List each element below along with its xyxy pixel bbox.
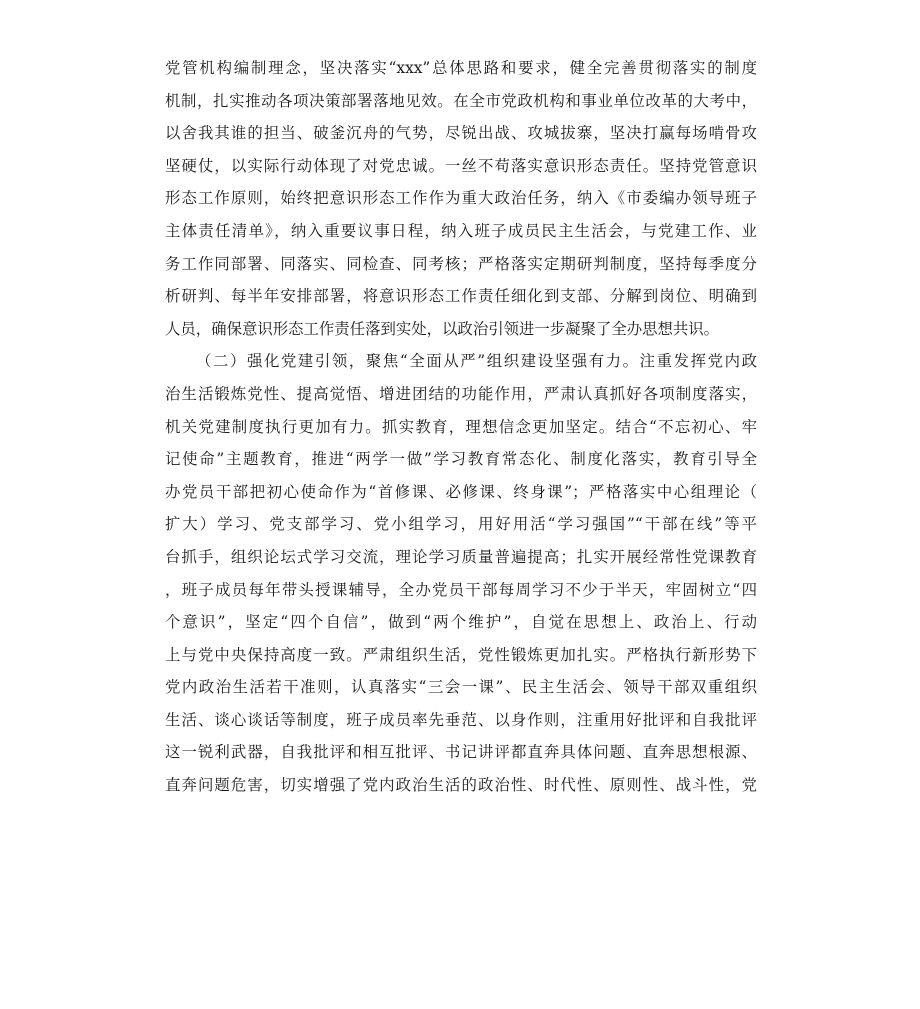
text-line: 直奔问题危害，切实增强了党内政治生活的政治性、时代性、原则性、战斗性，党 xyxy=(165,776,757,795)
text-line: （二）强化党建引领，聚焦“全面从严”组织建设坚强有力。注重发挥党内政 xyxy=(196,352,757,371)
text-line: 坚硬仗，以实际行动体现了对党忠诚。一丝不苟落实意识形态责任。坚持党管意识 xyxy=(165,156,757,175)
text-line: 生活、谈心谈话等制度，班子成员率先垂范、以身作则，注重用好批评和自我批评 xyxy=(165,710,757,729)
text-line: 主体责任清单》，纳入重要议事日程，纳入班子成员民主生活会，与党建工作、业 xyxy=(165,221,757,240)
text-line: 办党员干部把初心使命作为“首修课、必修课、终身课”；严格落实中心组理论（ xyxy=(165,482,757,501)
text-line: 党管机构编制理念，坚决落实“xxx”总体思路和要求，健全完善贯彻落实的制度 xyxy=(165,59,757,77)
text-line: 台抓手，组织论坛式学习交流，理论学习质量普遍提高；扎实开展经常性党课教育 xyxy=(165,547,757,566)
document-body-text xyxy=(165,54,757,804)
text-line: 治生活锻炼党性、提高觉悟、增进团结的功能作用，严肃认真抓好各项制度落实， xyxy=(165,384,757,403)
text-line: 人员，确保意识形态工作责任落到实处，以政治引领进一步凝聚了全办思想共识。 xyxy=(165,319,720,338)
text-line: 这一锐利武器，自我批评和相互批评、书记讲评都直奔具体问题、直奔思想根源、 xyxy=(165,743,757,762)
text-line: 扩大）学习、党支部学习、党小组学习，用好用活“学习强国”“干部在线”等平 xyxy=(165,515,757,534)
text-line: 以舍我其谁的担当、破釜沉舟的气势，尽锐出战、攻城拔寨，坚决打赢每场啃骨攻 xyxy=(165,124,757,143)
text-line: 党内政治生活若干准则，认真落实“三会一课”、民主生活会、领导干部双重组织 xyxy=(165,678,757,697)
text-line: 个意识”，坚定“四个自信”，做到“两个维护”，自觉在思想上、政治上、行动 xyxy=(165,613,757,632)
text-line: 上与党中央保持高度一致。严肃组织生活，党性锻炼更加扎实。严格执行新形势下 xyxy=(165,645,757,664)
text-line: 析研判、每半年安排部署，将意识形态工作责任细化到支部、分解到岗位、明确到 xyxy=(165,287,757,306)
text-line: 记使命”主题教育，推进“两学一做”学习教育常态化、制度化落实，教育引导全 xyxy=(165,450,757,469)
text-line: 机关党建制度执行更加有力。抓实教育，理想信念更加坚定。结合“不忘初心、牢 xyxy=(165,417,757,436)
text-line: 形态工作原则，始终把意识形态工作作为重大政治任务，纳入《市委编办领导班子 xyxy=(165,189,757,208)
text-line: ，班子成员每年带头授课辅导，全办党员干部每周学习不少于半天，牢固树立“四 xyxy=(165,580,757,599)
text-line: 机制，扎实推动各项决策部署落地见效。在全市党政机构和事业单位改革的大考中， xyxy=(165,91,757,110)
text-line: 务工作同部署、同落实、同检查、同考核；严格落实定期研判制度，坚持每季度分 xyxy=(165,254,757,273)
